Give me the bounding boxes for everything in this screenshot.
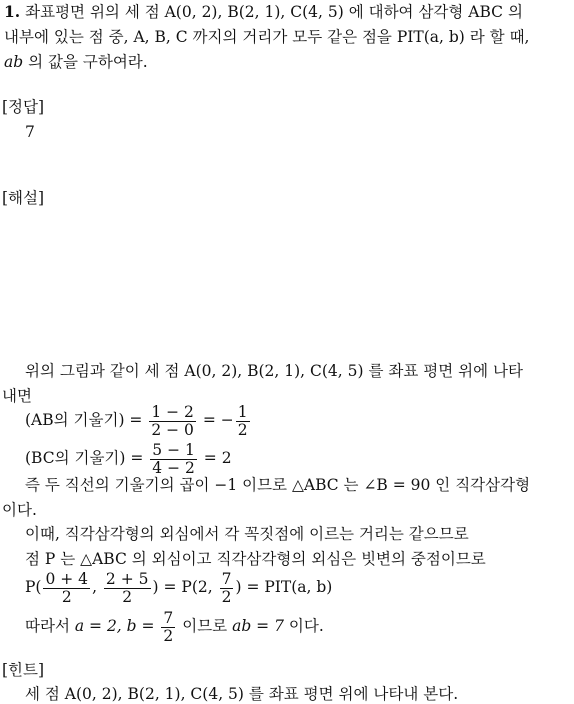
conclusion-numerator: 7 [163, 608, 174, 627]
slope-ab-equals: = − [197, 411, 234, 429]
slope-bc-result: = 2 [198, 449, 232, 467]
midpoint-y-denominator: 2 [122, 587, 133, 606]
slope-ab-result-numerator: 1 [237, 402, 248, 421]
solution-line-4: 점 P 는 △ABC 의 외심이고 직각삼각형의 외심은 빗변의 중점이므로 [25, 550, 486, 568]
conclusion-denominator: 2 [163, 626, 174, 645]
slope-ab-denominator: 2 − 0 [151, 420, 194, 439]
midpoint-middle: ) = P(2, [152, 578, 218, 596]
hint-header: [힌트] [2, 661, 45, 679]
midpoint-end: ) = PIT(a, b) [235, 578, 333, 596]
midpoint-result-fraction [220, 571, 234, 606]
slope-bc-fraction [150, 442, 197, 477]
conclusion-prefix: 따라서 [25, 617, 75, 635]
conclusion-line [25, 605, 324, 647]
slope-bc-denominator: 4 − 2 [152, 458, 195, 477]
conclusion-values: a = 2, b = [74, 617, 160, 635]
conclusion-fraction [161, 610, 175, 645]
solution-line-1b: 내면 [2, 387, 32, 405]
answer-header: [정답] [2, 98, 45, 116]
midpoint-y-fraction [104, 571, 151, 606]
conclusion-product: ab = 7 [232, 617, 284, 635]
problem-line-2: 내부에 있는 점 중, A, B, C 까지의 거리가 모두 같은 점을 PIT(a, b) 라 할 때, [4, 28, 530, 46]
conclusion-middle: 이므로 [177, 617, 233, 635]
solution-line-1a: 위의 그림과 같이 세 점 A(0, 2), B(2, 1), C(4, 5) 를 좌표 평면 위에 나타 [25, 362, 523, 380]
slope-ab-result [236, 404, 250, 439]
problem-number: 1. [4, 2, 21, 21]
slope-ab-numerator: 1 − 2 [151, 402, 194, 421]
problem-line-3 [4, 52, 148, 72]
slope-ab-equation [25, 399, 252, 441]
slope-ab-fraction [149, 404, 196, 439]
problem-line-1 [4, 2, 523, 22]
midpoint-y-numerator: 2 + 5 [105, 569, 149, 588]
hint-text: 세 점 A(0, 2), B(2, 1), C(4, 5) 를 좌표 평면 위에 나타내 본다. [25, 685, 459, 703]
midpoint-comma: , [92, 578, 102, 596]
solution-line-3: 이때, 직각삼각형의 외심에서 각 꼭짓점에 이르는 거리는 같으므로 [25, 525, 469, 543]
solution-line-2b: 이다. [2, 501, 37, 519]
midpoint-result-numerator: 7 [221, 569, 232, 588]
solution-line-2a: 즉 두 직선의 기울기의 곱이 −1 이므로 △ABC 는 ∠B = 90 인 직각삼각형 [25, 476, 531, 494]
slope-bc-numerator: 5 − 1 [152, 440, 195, 459]
midpoint-result-denominator: 2 [221, 587, 232, 606]
problem-text-1: 좌표평면 위의 세 점 A(0, 2), B(2, 1), C(4, 5) 에 대하여 삼각형 ABC 의 [25, 3, 523, 21]
slope-ab-label: (AB의 기울기) = [25, 411, 148, 429]
midpoint-equation [25, 566, 332, 608]
midpoint-x-denominator: 2 [61, 587, 72, 606]
problem-variable-ab: ab [4, 53, 24, 71]
answer-value: 7 [25, 123, 35, 141]
midpoint-x-fraction [43, 571, 90, 606]
midpoint-x-numerator: 0 + 4 [45, 569, 89, 588]
solution-header: [해설] [2, 189, 45, 207]
slope-bc-equation [25, 437, 232, 479]
slope-bc-label: (BC의 기울기) = [25, 449, 149, 467]
problem-text-3: 의 값을 구하여라. [23, 53, 148, 71]
midpoint-start: P( [25, 578, 42, 596]
slope-ab-result-denominator: 2 [237, 420, 248, 439]
conclusion-suffix: 이다. [283, 617, 324, 635]
